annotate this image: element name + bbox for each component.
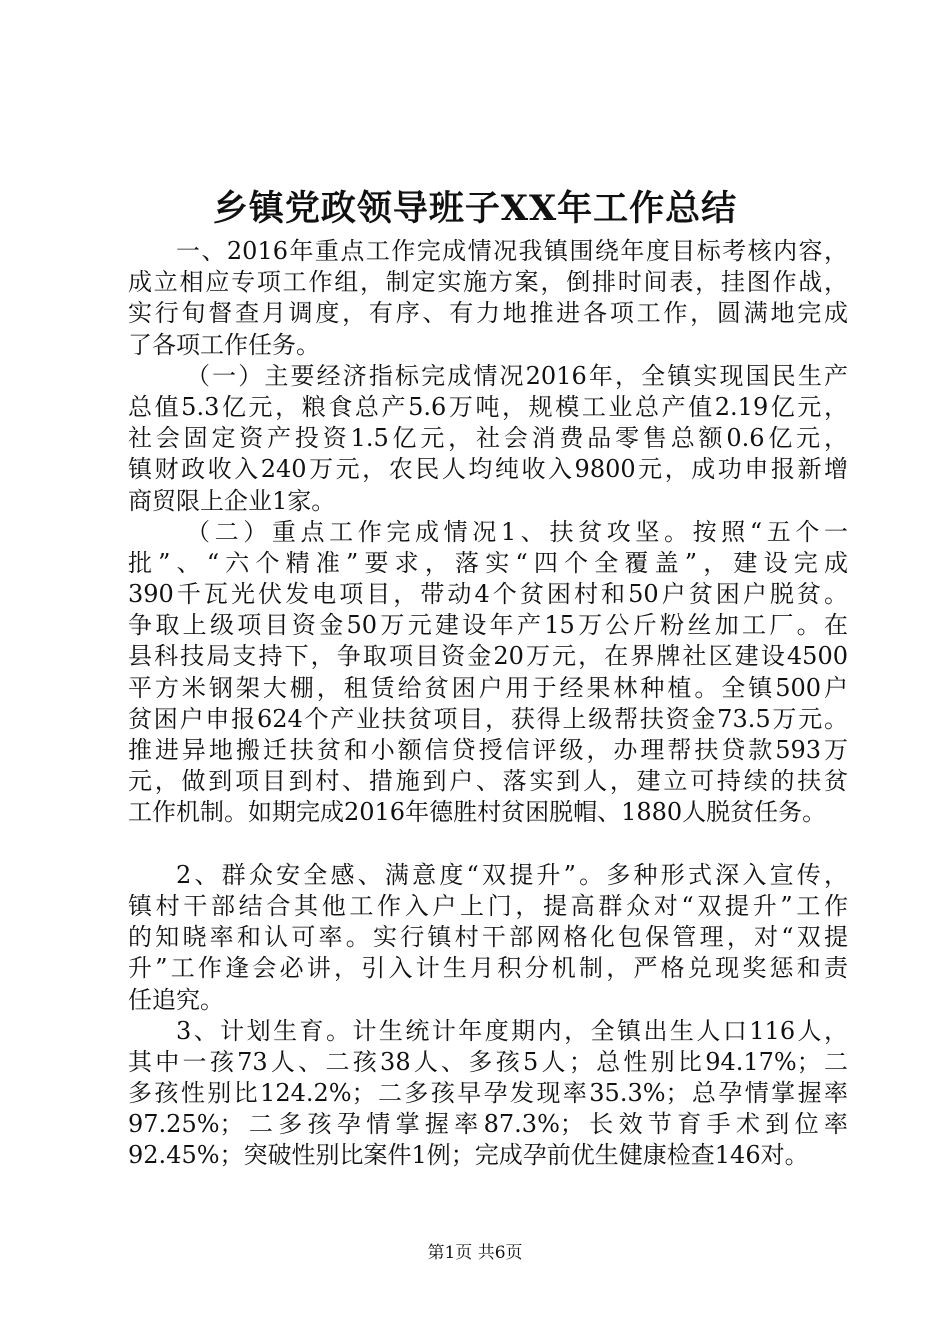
text-line: 贫困户申报624个产业扶贫项目，获得上级帮扶资金73.5万元。 <box>128 704 848 733</box>
text-line: 批”、“六个精准”要求，落实“四个全覆盖”，建设完成 <box>128 548 848 577</box>
document-body <box>128 236 848 1172</box>
paragraph <box>128 361 848 517</box>
text-line: 元，做到项目到村、措施到户、落实到人，建立可持续的扶贫 <box>128 767 848 796</box>
paragraph <box>128 236 848 361</box>
text-line: 县科技局支持下，争取项目资金20万元，在界牌社区建设4500 <box>128 642 848 671</box>
text-line: 多孩性别比124.2%；二多孩早孕发现率35.3%；总孕情掌握率 <box>128 1079 848 1108</box>
text-line: 社会固定资产投资1.5亿元，社会消费品零售总额0.6亿元， <box>128 424 848 453</box>
text-line: 实行旬督查月调度，有序、有力地推进各项工作，圆满地完成 <box>128 299 848 328</box>
page-footer: 第1页 共6页 <box>427 1243 523 1263</box>
paragraph <box>128 860 848 1016</box>
text-line: 总值5.3亿元，粮食总产5.6万吨，规模工业总产值2.19亿元， <box>128 392 848 421</box>
text-line: 工作机制。如期完成2016年德胜村贫困脱帽、1880人脱贫任务。 <box>128 798 827 827</box>
text-line: 的知晓率和认可率。实行镇村干部网格化包保管理，对“双提 <box>128 923 848 952</box>
text-line: 推进异地搬迁扶贫和小额信贷授信评级，办理帮扶贷款593万 <box>128 736 848 764</box>
text-line: 其中一孩73人、二孩38人、多孩5人；总性别比94.17%；二 <box>128 1047 848 1076</box>
text-line: 一、2016年重点工作完成情况我镇围绕年度目标考核内容， <box>176 237 848 265</box>
text-line: 升”工作逢会必讲，引入计生月积分机制，严格兑现奖惩和责 <box>128 954 848 983</box>
text-line: （二）重点工作完成情况1、扶贫攻坚。按照“五个一 <box>186 517 848 546</box>
text-line: 3、计划生育。计生统计年度期内，全镇出生人口116人， <box>176 1016 848 1045</box>
text-line: 任追究。 <box>128 985 224 1014</box>
text-line: 了各项工作任务。 <box>128 330 320 359</box>
text-line: 镇村干部结合其他工作入户上门，提高群众对“双提升”工作 <box>128 891 848 920</box>
paragraph-gap <box>128 829 848 860</box>
text-line: 92.45%；突破性别比案件1例；完成孕前优生健康检查146对。 <box>128 1141 809 1170</box>
text-line: 97.25%；二多孩孕情掌握率87.3%；长效节育手术到位率 <box>128 1110 848 1139</box>
text-line: 镇财政收入240万元，农民人均纯收入9800元，成功申报新增 <box>128 455 848 484</box>
text-line: （一）主要经济指标完成情况2016年，全镇实现国民生产 <box>186 361 848 390</box>
text-line: 2、群众安全感、满意度“双提升”。多种形式深入宣传， <box>176 860 848 889</box>
text-line: 商贸限上企业1家。 <box>128 486 336 515</box>
text-line: 平方米钢架大棚，租赁给贫困户用于经果林种植。全镇500户 <box>128 673 848 702</box>
paragraph <box>128 1016 848 1172</box>
text-line: 争取上级项目资金50万元建设年产15万公斤粉丝加工厂。在 <box>128 611 848 640</box>
paragraph <box>128 517 848 829</box>
text-line: 390千瓦光伏发电项目，带动4个贫困村和50户贫困户脱贫。 <box>128 580 848 609</box>
text-line: 成立相应专项工作组，制定实施方案，倒排时间表，挂图作战， <box>128 268 848 297</box>
document-title: 乡镇党政领导班子XX年工作总结 <box>212 188 738 229</box>
